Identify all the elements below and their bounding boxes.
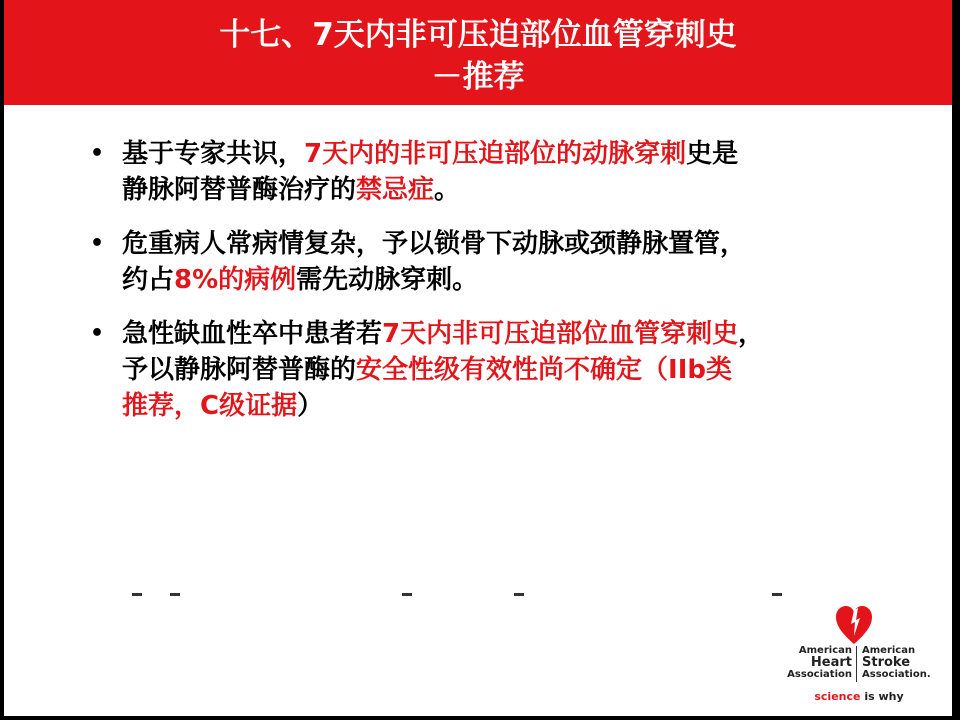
- heart-torch-icon: [834, 602, 874, 646]
- aha-line-1: American: [798, 645, 852, 656]
- bullet-2-line-1: [122, 226, 906, 262]
- bullet-1-line-2: [122, 172, 906, 208]
- logo-divider: [856, 646, 857, 682]
- aha-line-3: Association: [787, 669, 852, 680]
- text-segment: 约占: [122, 265, 175, 295]
- bullet-dot-icon: •: [90, 141, 105, 166]
- asa-wordmark: [862, 645, 942, 680]
- faint-text-remnant: [122, 593, 802, 599]
- bullet-dot-icon: •: [90, 321, 105, 346]
- bullet-3-line-1: [122, 316, 906, 352]
- text-segment: ，: [738, 319, 765, 349]
- bullet-1-line-1: [122, 136, 906, 172]
- highlight-segment: 8%的病例: [174, 265, 297, 295]
- bullet-3-line-3: [122, 388, 906, 424]
- text-segment: ）: [297, 391, 324, 421]
- title-line-1: 十七、7天内非可压迫部位血管穿刺史: [219, 17, 737, 53]
- tagline-is-why: is why: [860, 690, 904, 703]
- title-banner: [4, 0, 952, 105]
- highlight-segment: 7天内的非可压迫部位的动脉穿刺: [304, 139, 687, 169]
- tagline-science: science: [814, 690, 861, 703]
- highlight-segment: 禁忌症: [356, 175, 435, 205]
- asa-line-3: Association.: [862, 669, 931, 680]
- asa-line-1: American: [862, 645, 916, 656]
- text-segment: 。: [434, 175, 461, 205]
- text-segment: 予以静脉阿替普酶的: [122, 355, 357, 385]
- asa-line-2: Stroke: [862, 655, 911, 670]
- highlight-segment: 安全性级有效性尚不确定（IIb类: [356, 355, 732, 385]
- text-segment: 基于专家共识，: [122, 139, 305, 169]
- text-segment: 静脉阿替普酶治疗的: [122, 175, 357, 205]
- bullet-dot-icon: •: [90, 231, 105, 256]
- text-segment: 危重病人常病情复杂，予以锁骨下动脉或颈静脉置管，: [122, 229, 747, 259]
- bullet-3-line-2: [122, 352, 906, 388]
- title-line-2: －推荐: [431, 59, 525, 95]
- bullet-list: [86, 136, 906, 442]
- aha-asa-logo: [774, 602, 944, 706]
- text-segment: 需先动脉穿刺。: [296, 265, 479, 295]
- highlight-segment: 7天内非可压迫部位血管穿刺史: [382, 319, 739, 349]
- text-segment: 急性缺血性卒中患者若: [122, 319, 383, 349]
- bullet-item-3: [86, 316, 906, 424]
- bullet-2-line-2: [122, 262, 906, 298]
- logo-tagline: [774, 690, 944, 703]
- slide: [4, 0, 952, 716]
- text-segment: 史是: [686, 139, 739, 169]
- aha-wordmark: [774, 645, 852, 680]
- aha-line-2: Heart: [810, 655, 852, 670]
- highlight-segment: 推荐，C级证据: [122, 391, 298, 421]
- bullet-item-2: [86, 226, 906, 298]
- bullet-item-1: [86, 136, 906, 208]
